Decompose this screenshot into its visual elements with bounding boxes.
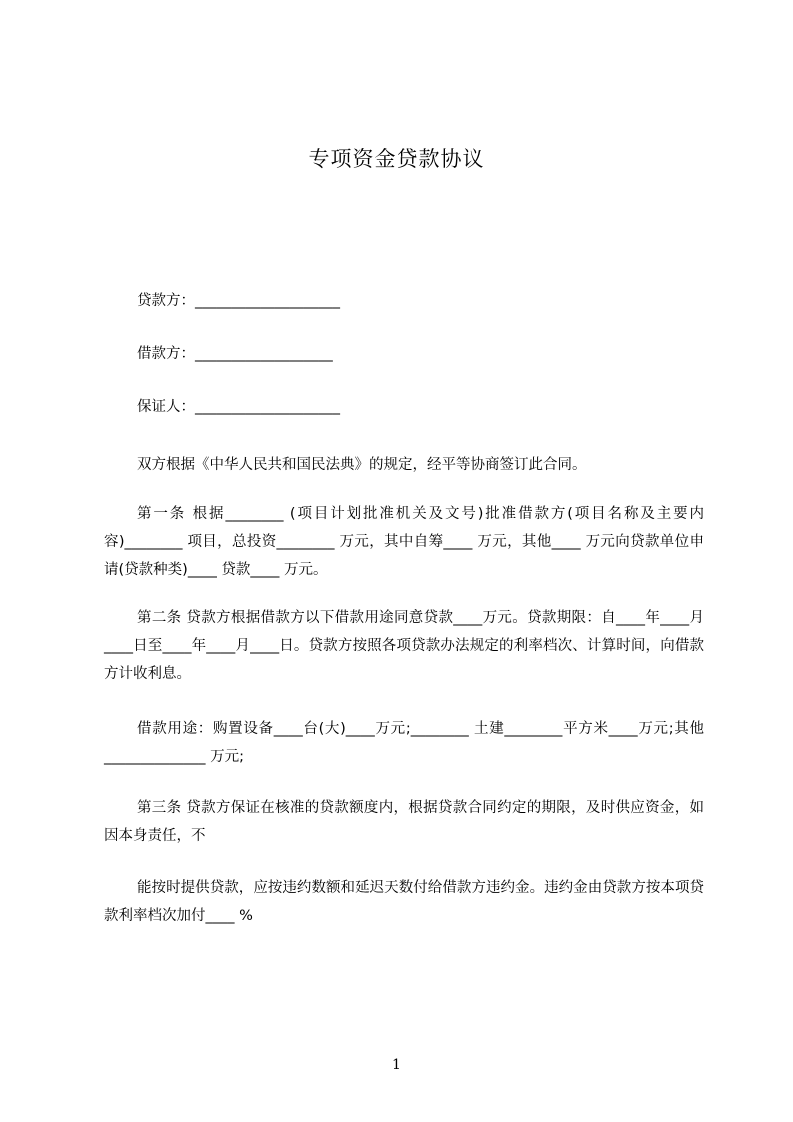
article-3-paragraph: 第三条 贷款方保证在核准的贷款额度内，根据贷款合同约定的期限，及时供应资金，如因本身责任，不 [104,800,704,844]
loan-use-paragraph: 借款用途：购置设备____台(大)____万元;________ 土建________平方米____万元;其他______________ 万元; [104,721,704,765]
guarantor-line: 保证人：____________________ [137,399,340,415]
preamble-paragraph: 双方根据《中华人民共和国民法典》的规定，经平等协商签订此合同。 [137,457,587,473]
document-title: 专项资金贷款协议 [308,147,485,171]
lender-line: 贷款方：____________________ [137,293,340,309]
article-3-continuation-paragraph: 能按时提供贷款，应按违约数额和延迟天数付给借款方违约金。违约金由贷款方按本项贷款利率档次加付____ % [104,880,704,924]
article-2-paragraph: 第二条 贷款方根据借款方以下借款用途同意贷款____万元。贷款期限：自____年____月____日至____年____月____日。贷款方按照各项贷款办法规定的利率档次、计算时间，向借款方计收利息。 [104,610,704,682]
page-number: 1 [392,1057,401,1073]
article-1-paragraph: 第一条 根据________ (项目计划批准机关及文号)批准借款方(项目名称及主要内容)________ 项目，总投资________ 万元，其中自筹____ 万元，其他____ 万元向贷款单位申请(贷款种类)____ 贷款____ 万元。 [104,506,704,578]
borrower-line: 借款方：___________________ [137,346,333,362]
